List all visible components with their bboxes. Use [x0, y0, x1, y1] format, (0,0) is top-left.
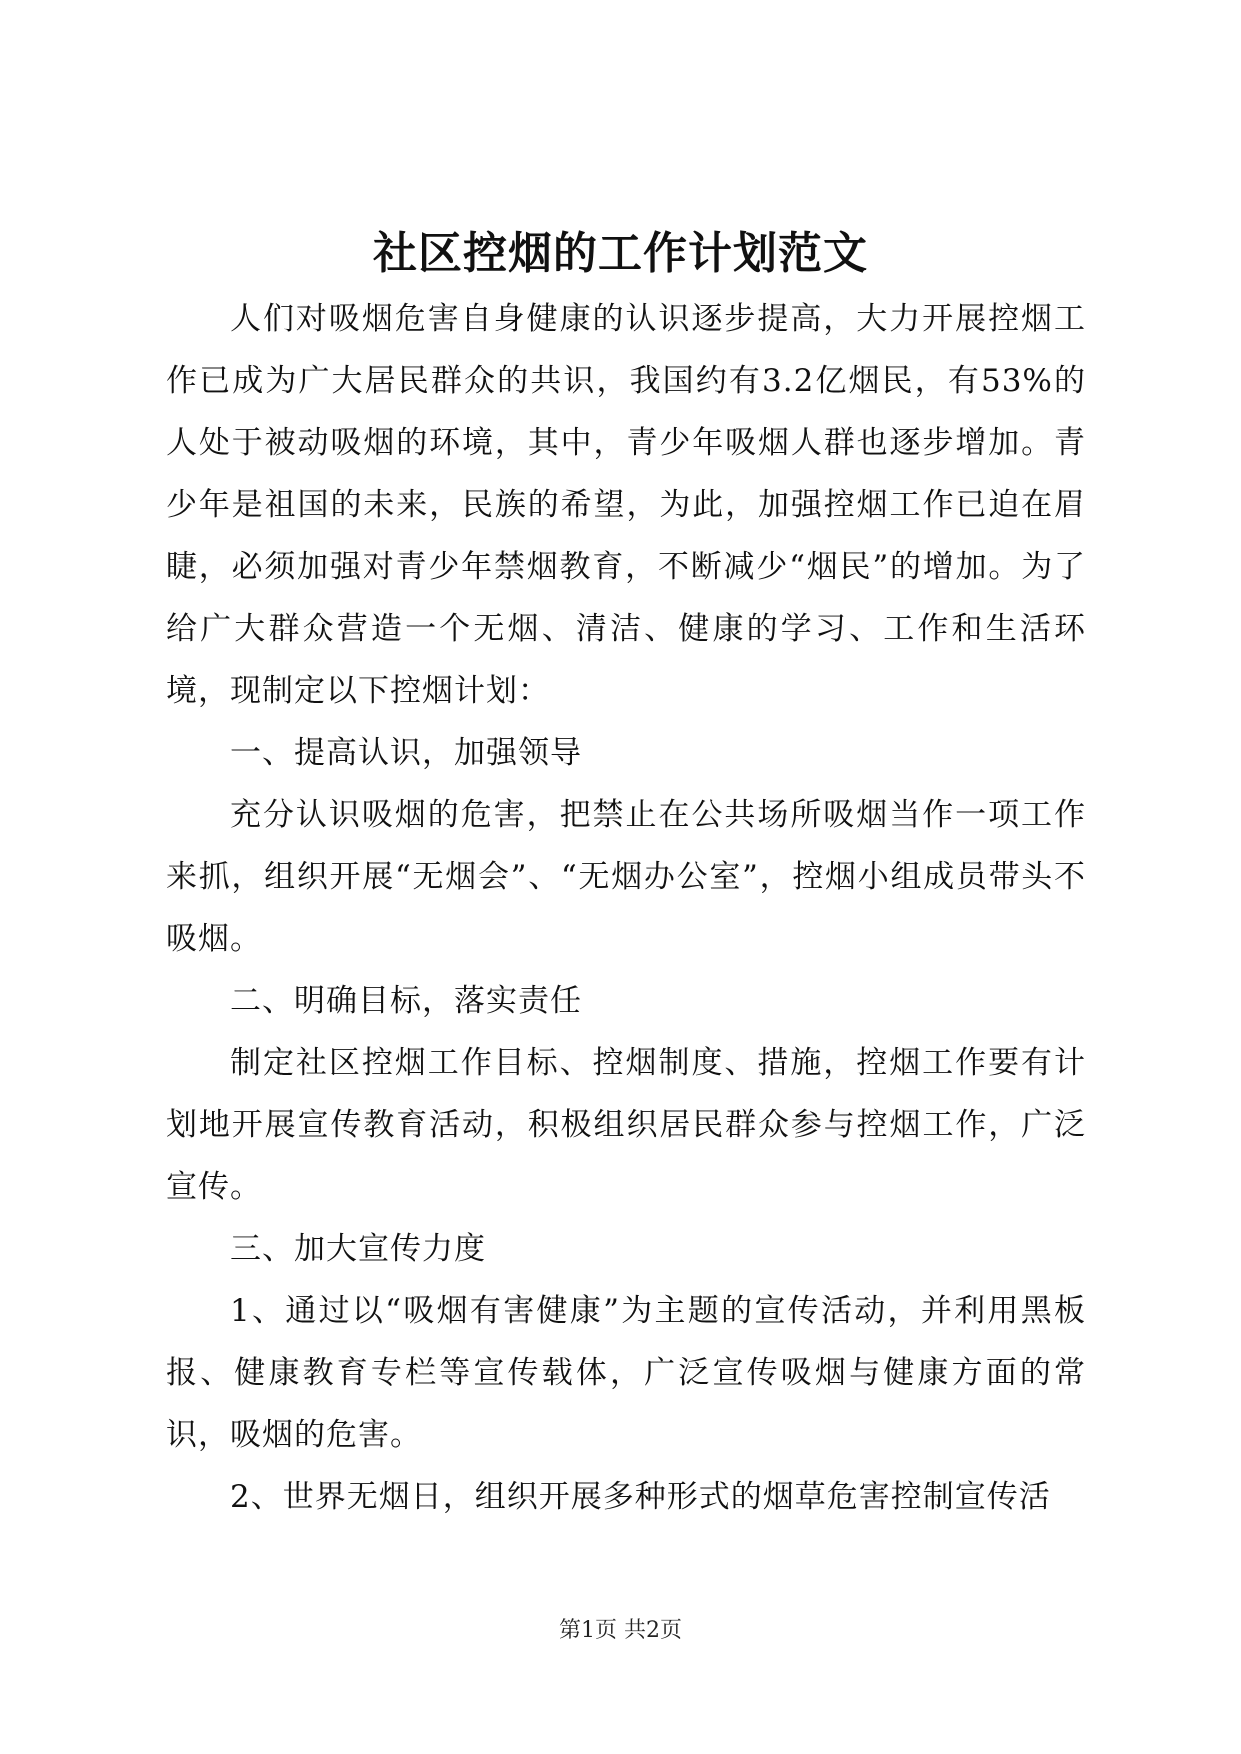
section-heading-2: 二、明确目标，落实责任 [230, 983, 582, 1019]
section-3-item-2: 2、世界无烟日，组织开展多种形式的烟草危害控制宣传活 [230, 1479, 1051, 1515]
section-2-paragraph: 制定社区控烟工作目标、控烟制度、措施，控烟工作要有计划地开展宣传教育活动，积极组织居民群众参与控烟工作，广泛宣传。 [166, 1045, 1086, 1205]
intro-paragraph: 人们对吸烟危害自身健康的认识逐步提高，大力开展控烟工作已成为广大居民群众的共识，我国约有3.2亿烟民，有53%的人处于被动吸烟的环境，其中，青少年吸烟人群也逐步增加。青少年是祖国的未来，民族的希望，为此，加强控烟工作已迫在眉睫，必须加强对青少年禁烟教育，不断减少“烟民”的增加。为了给广大群众营造一个无烟、清洁、健康的学习、工作和生活环境，现制定以下控烟计划： [166, 301, 1086, 709]
section-heading-3: 三、加大宣传力度 [230, 1231, 486, 1267]
section-3-item-1: 1、通过以“吸烟有害健康”为主题的宣传活动，并利用黑板报、健康教育专栏等宣传载体，广泛宣传吸烟与健康方面的常识，吸烟的危害。 [166, 1293, 1086, 1453]
section-heading-1: 一、提高认识，加强领导 [230, 735, 582, 771]
document-body [166, 288, 1086, 1528]
document-title: 社区控烟的工作计划范文 [373, 228, 868, 279]
page-footer: 第1页 共2页 [559, 1618, 682, 1643]
section-1-paragraph: 充分认识吸烟的危害，把禁止在公共场所吸烟当作一项工作来抓，组织开展“无烟会”、“无烟办公室”，控烟小组成员带头不吸烟。 [166, 797, 1086, 957]
